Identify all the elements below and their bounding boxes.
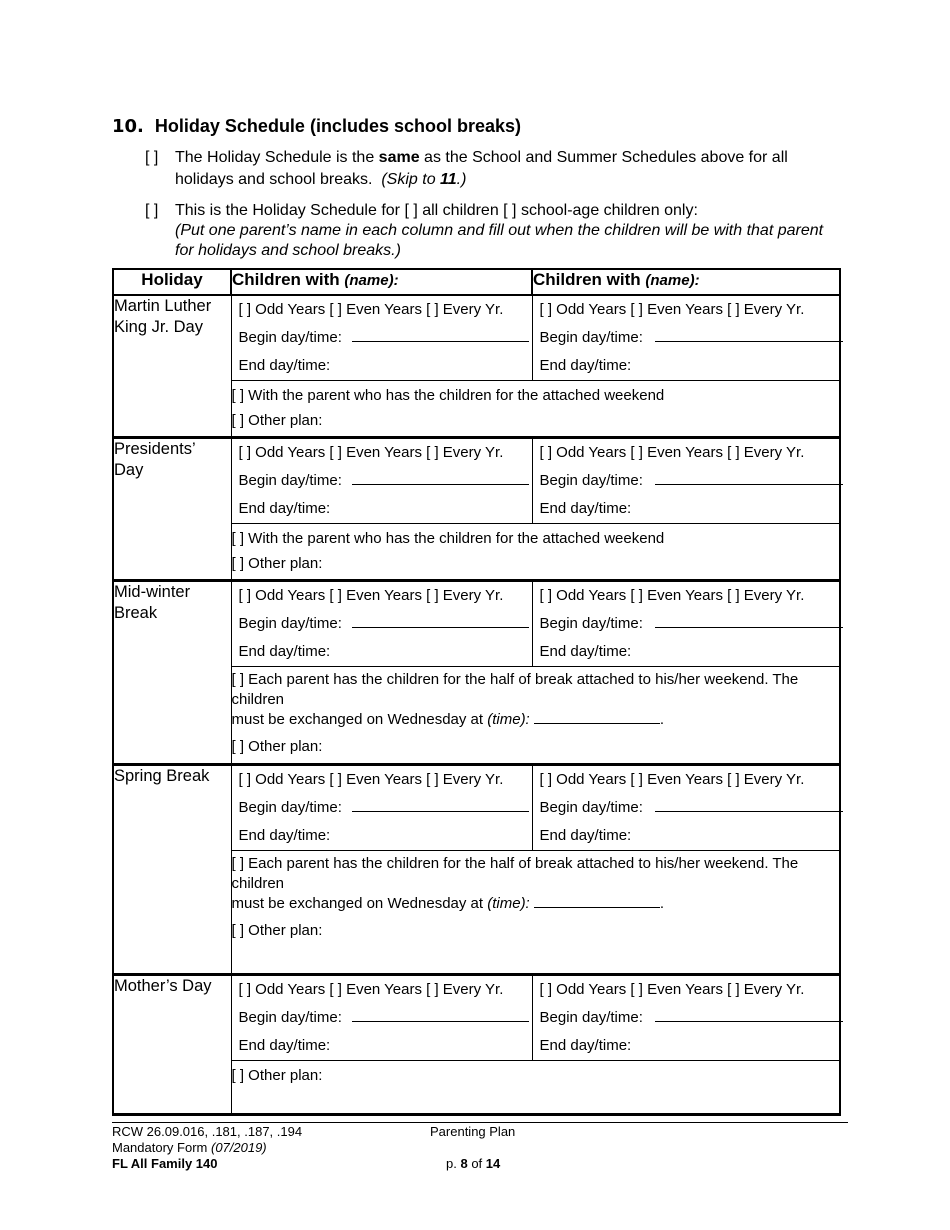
option-holiday-schedule: [ ] This is the Holiday Schedule for [ ] all children [ ] school-age children only: (Put one parent’s name in each column and fill out when the children will be with that parent for holidays and school breaks.) xyxy=(145,201,845,261)
end-field[interactable]: End day/time: xyxy=(533,352,840,381)
holiday-mothers-day: Mother’s Day xyxy=(113,975,231,1115)
footer-mandatory: Mandatory Form (07/2019) xyxy=(112,1140,267,1155)
year-options[interactable]: [ ] Odd Years [ ] Even Years [ ] Every Yr. xyxy=(539,771,805,788)
presidents-options xyxy=(231,524,840,581)
other-plan-option[interactable]: [ ] Other plan: xyxy=(231,412,323,429)
attached-weekend-option[interactable]: [ ] With the parent who has the children for the attached weekend xyxy=(231,387,665,404)
half-break-option[interactable]: [ ] Each parent has the children for the half of break attached to his/her weekend. The children must be exchanged on Wednesday at (time): . xyxy=(231,671,799,728)
header-holiday: Holiday xyxy=(113,269,231,295)
begin-field[interactable]: Begin day/time: xyxy=(232,610,532,638)
mothers-parent-1 xyxy=(231,975,532,1062)
spring-parent-2 xyxy=(532,765,840,852)
begin-field[interactable]: Begin day/time: xyxy=(232,1004,532,1032)
end-field[interactable]: End day/time: xyxy=(533,638,840,667)
other-plan-option[interactable]: [ ] Other plan: xyxy=(231,738,323,755)
year-options[interactable]: [ ] Odd Years [ ] Even Years [ ] Every Yr. xyxy=(238,771,504,788)
end-field[interactable]: End day/time: xyxy=(232,352,532,381)
footer-title: Parenting Plan xyxy=(430,1124,516,1139)
section-heading: Holiday Schedule (includes school breaks) xyxy=(154,116,522,136)
footer-rcw: RCW 26.09.016, .181, .187, .194 xyxy=(112,1124,303,1139)
section-number: 10. xyxy=(112,116,144,137)
holiday-presidents: Presidents’ Day xyxy=(113,438,231,581)
half-break-option[interactable]: [ ] Each parent has the children for the half of break attached to his/her weekend. The children must be exchanged on Wednesday at (time): . xyxy=(231,855,799,912)
year-options[interactable]: [ ] Odd Years [ ] Even Years [ ] Every Yr. xyxy=(539,444,805,461)
year-options[interactable]: [ ] Odd Years [ ] Even Years [ ] Every Yr. xyxy=(539,981,805,998)
holiday-instructions: (Put one parent’s name in each column and fill out when the children will be with that parent for holidays and school breaks.) xyxy=(175,222,824,259)
holiday-table xyxy=(112,268,841,1116)
begin-field[interactable]: Begin day/time: xyxy=(232,467,532,495)
midwinter-options xyxy=(231,667,840,765)
footer-divider xyxy=(112,1122,848,1123)
mothers-parent-2 xyxy=(532,975,840,1062)
end-field[interactable]: End day/time: xyxy=(232,822,532,851)
presidents-parent-1 xyxy=(231,438,532,525)
header-children-2: Children with (name): xyxy=(532,269,840,295)
end-field[interactable]: End day/time: xyxy=(232,1032,532,1061)
midwinter-parent-2 xyxy=(532,581,840,668)
begin-field[interactable]: Begin day/time: xyxy=(533,1004,840,1032)
year-options[interactable]: [ ] Odd Years [ ] Even Years [ ] Every Yr. xyxy=(238,301,504,318)
mlk-parent-1 xyxy=(231,295,532,381)
mothers-options xyxy=(231,1061,840,1115)
spring-options xyxy=(231,851,840,975)
begin-field[interactable]: Begin day/time: xyxy=(232,324,532,352)
end-field[interactable]: End day/time: xyxy=(232,638,532,667)
footer-page-number: p. 8 of 14 xyxy=(446,1156,501,1171)
header-children-1: Children with (name): xyxy=(231,269,532,295)
year-options[interactable]: [ ] Odd Years [ ] Even Years [ ] Every Yr. xyxy=(539,301,805,318)
holiday-spring-break: Spring Break xyxy=(113,765,231,975)
end-field[interactable]: End day/time: xyxy=(533,495,840,524)
option-same-schedule: [ ] The Holiday Schedule is the same as the School and Summer Schedules above for all holidays and school breaks. (Skip to 11.) xyxy=(145,149,788,188)
end-field[interactable]: End day/time: xyxy=(533,1032,840,1061)
other-plan-option[interactable]: [ ] Other plan: xyxy=(231,1067,323,1084)
section-title xyxy=(112,116,521,137)
year-options[interactable]: [ ] Odd Years [ ] Even Years [ ] Every Yr. xyxy=(238,444,504,461)
year-options[interactable]: [ ] Odd Years [ ] Even Years [ ] Every Yr. xyxy=(238,587,504,604)
begin-field[interactable]: Begin day/time: xyxy=(533,467,840,495)
other-plan-option[interactable]: [ ] Other plan: xyxy=(231,555,323,572)
footer-left xyxy=(112,1124,302,1172)
end-field[interactable]: End day/time: xyxy=(533,822,840,851)
mlk-options xyxy=(231,381,840,438)
year-options[interactable]: [ ] Odd Years [ ] Even Years [ ] Every Yr. xyxy=(539,587,805,604)
checkbox-holiday-schedule[interactable]: [ ] xyxy=(145,202,159,219)
presidents-parent-2 xyxy=(532,438,840,525)
begin-field[interactable]: Begin day/time: xyxy=(533,794,840,822)
year-options[interactable]: [ ] Odd Years [ ] Even Years [ ] Every Yr. xyxy=(238,981,504,998)
midwinter-parent-1 xyxy=(231,581,532,668)
other-plan-option[interactable]: [ ] Other plan: xyxy=(231,922,323,939)
begin-field[interactable]: Begin day/time: xyxy=(533,324,840,352)
begin-field[interactable]: Begin day/time: xyxy=(232,794,532,822)
attached-weekend-option[interactable]: [ ] With the parent who has the children for the attached weekend xyxy=(231,530,665,547)
end-field[interactable]: End day/time: xyxy=(232,495,532,524)
holiday-midwinter: Mid-winter Break xyxy=(113,581,231,765)
checkbox-same-schedule[interactable]: [ ] xyxy=(145,149,159,166)
begin-field[interactable]: Begin day/time: xyxy=(533,610,840,638)
spring-parent-1 xyxy=(231,765,532,852)
footer-form-id: FL All Family 140 xyxy=(112,1156,218,1171)
holiday-mlk: Martin Luther King Jr. Day xyxy=(113,295,231,438)
mlk-parent-2 xyxy=(532,295,840,381)
